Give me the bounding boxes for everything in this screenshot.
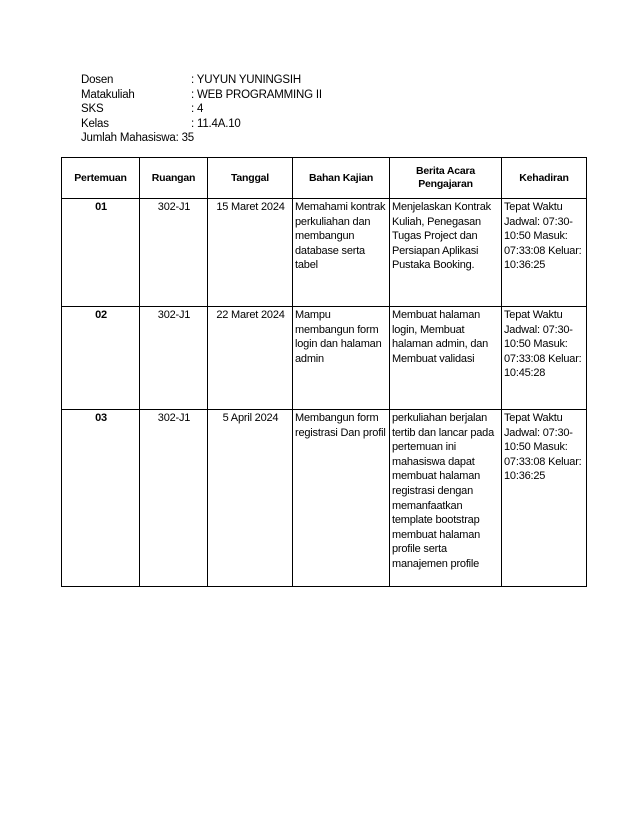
- info-value: : 11.4A.10: [191, 117, 241, 132]
- cell-bahan-kajian: Memahami kontrak perkuliahan dan membangun database serta tabel: [293, 199, 390, 307]
- cell-kehadiran: Tepat Waktu Jadwal: 07:30-10:50 Masuk: 07:33:08 Keluar: 10:36:25: [502, 410, 587, 587]
- cell-ruangan: 302-J1: [140, 307, 208, 410]
- info-value: : YUYUN YUNINGSIH: [191, 73, 301, 88]
- table-header-row: [62, 158, 587, 199]
- info-row-matakuliah: [81, 88, 322, 103]
- info-row-sks: [81, 102, 322, 117]
- cell-kehadiran: Tepat Waktu Jadwal: 07:30-10:50 Masuk: 07:33:08 Keluar: 10:45:28: [502, 307, 587, 410]
- info-label: Dosen: [81, 74, 114, 86]
- cell-pertemuan: 01: [62, 199, 140, 307]
- cell-ruangan: 302-J1: [140, 199, 208, 307]
- header-tanggal: Tanggal: [208, 158, 293, 199]
- header-kehadiran: Kehadiran: [502, 158, 587, 199]
- table-row: [62, 410, 587, 587]
- info-row-jumlah: [81, 131, 322, 146]
- info-value-jumlah: : 35: [175, 132, 194, 145]
- info-value: : 4: [191, 102, 203, 117]
- cell-pertemuan: 02: [62, 307, 140, 410]
- header-berita-acara: Berita Acara Pengajaran: [390, 158, 502, 199]
- info-label-jumlah: Jumlah Mahasiswa: [81, 132, 176, 145]
- cell-pertemuan: 03: [62, 410, 140, 587]
- info-label: SKS: [81, 103, 104, 116]
- info-label: Kelas: [81, 117, 109, 130]
- cell-tanggal: 22 Maret 2024: [208, 307, 293, 410]
- info-row-dosen: [81, 73, 322, 88]
- cell-berita-acara: Membuat halaman login, Membuat halaman admin, dan Membuat validasi: [390, 307, 502, 410]
- header-ruangan: Ruangan: [140, 158, 208, 199]
- cell-tanggal: 5 April 2024: [208, 410, 293, 587]
- table-row: [62, 307, 587, 410]
- header-pertemuan: Pertemuan: [62, 158, 140, 199]
- attendance-table: [61, 157, 587, 587]
- info-value: : WEB PROGRAMMING II: [191, 88, 322, 103]
- cell-bahan-kajian: Mampu membangun form login dan halaman admin: [293, 307, 390, 410]
- info-label: Matakuliah: [81, 88, 135, 101]
- cell-berita-acara: perkuliahan berjalan tertib dan lancar pada pertemuan ini mahasiswa dapat membuat halaman registrasi dengan memanfaatkan template bootstrap membuat halaman profile serta manajemen profile: [390, 410, 502, 587]
- cell-tanggal: 15 Maret 2024: [208, 199, 293, 307]
- course-info: [81, 73, 322, 146]
- cell-kehadiran: Tepat Waktu Jadwal: 07:30-10:50 Masuk: 07:33:08 Keluar: 10:36:25: [502, 199, 587, 307]
- cell-ruangan: 302-J1: [140, 410, 208, 587]
- table-row: [62, 199, 587, 307]
- cell-bahan-kajian: Membangun form registrasi Dan profil: [293, 410, 390, 587]
- header-bahan-kajian: Bahan Kajian: [293, 158, 390, 199]
- cell-berita-acara: Menjelaskan Kontrak Kuliah, Penegasan Tugas Project dan Persiapan Aplikasi Pustaka Booking.: [390, 199, 502, 307]
- info-row-kelas: [81, 117, 322, 132]
